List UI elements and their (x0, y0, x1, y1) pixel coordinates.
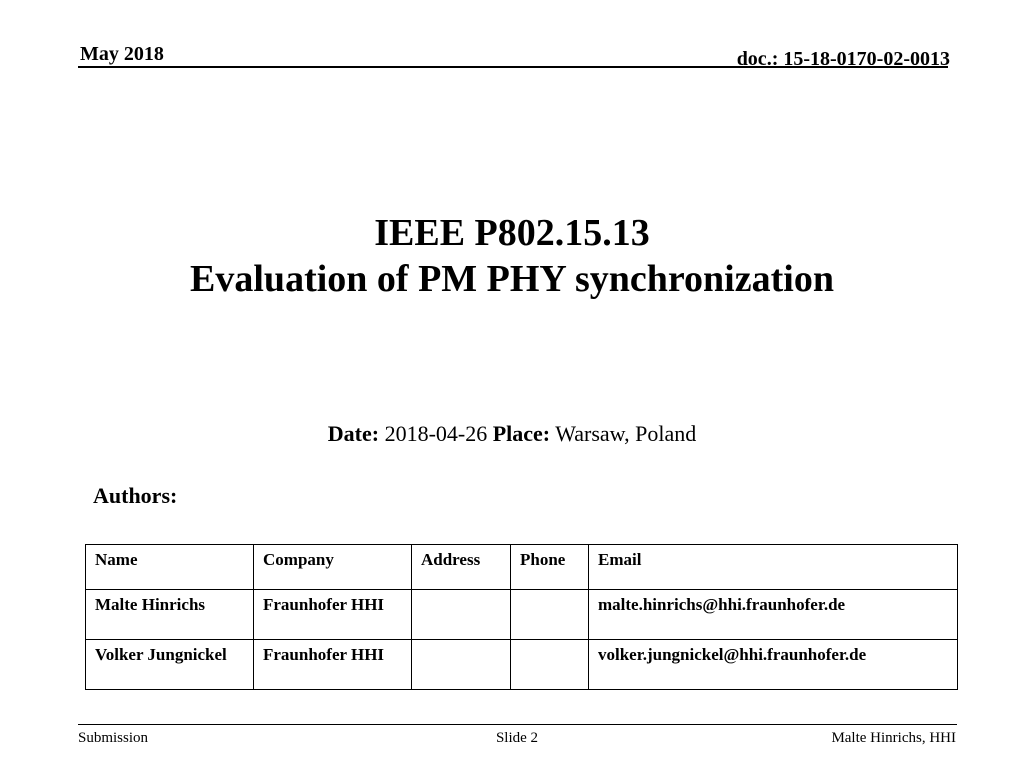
column-header-address: Address (412, 545, 511, 590)
place-label: Place: (492, 421, 551, 446)
header-date: May 2018 (80, 43, 164, 65)
table-header-row (86, 545, 958, 590)
date-label: Date: (327, 421, 380, 446)
author-company: Fraunhofer HHI (254, 590, 412, 640)
column-header-phone: Phone (511, 545, 589, 590)
author-address (412, 640, 511, 690)
header-doc-id: doc.: 15-18-0170-02-0013 (736, 48, 950, 70)
footer-divider (78, 724, 957, 725)
author-name: Malte Hinrichs (86, 590, 254, 640)
author-phone (511, 590, 589, 640)
author-phone (511, 640, 589, 690)
authors-heading: Authors: (93, 483, 178, 508)
date-place-line (0, 420, 1024, 448)
title-line-1: IEEE P802.15.13 (374, 212, 650, 254)
author-address (412, 590, 511, 640)
author-email: malte.hinrichs@hhi.fraunhofer.de (589, 590, 958, 640)
table-row (86, 590, 958, 640)
footer-submission: Submission (78, 730, 149, 746)
column-header-company: Company (254, 545, 412, 590)
header-divider (78, 66, 948, 68)
footer-author: Malte Hinrichs, HHI (831, 730, 956, 746)
authors-table (85, 544, 958, 690)
author-email: volker.jungnickel@hhi.fraunhofer.de (589, 640, 958, 690)
title-line-2: Evaluation of PM PHY synchronization (190, 258, 834, 300)
column-header-email: Email (589, 545, 958, 590)
slide-title (0, 210, 1024, 302)
author-company: Fraunhofer HHI (254, 640, 412, 690)
footer-slide-number: Slide 2 (495, 730, 539, 746)
author-name: Volker Jungnickel (86, 640, 254, 690)
table-row (86, 640, 958, 690)
column-header-name: Name (86, 545, 254, 590)
place-value: Warsaw, Poland (555, 421, 697, 446)
date-value: 2018-04-26 (384, 421, 488, 446)
